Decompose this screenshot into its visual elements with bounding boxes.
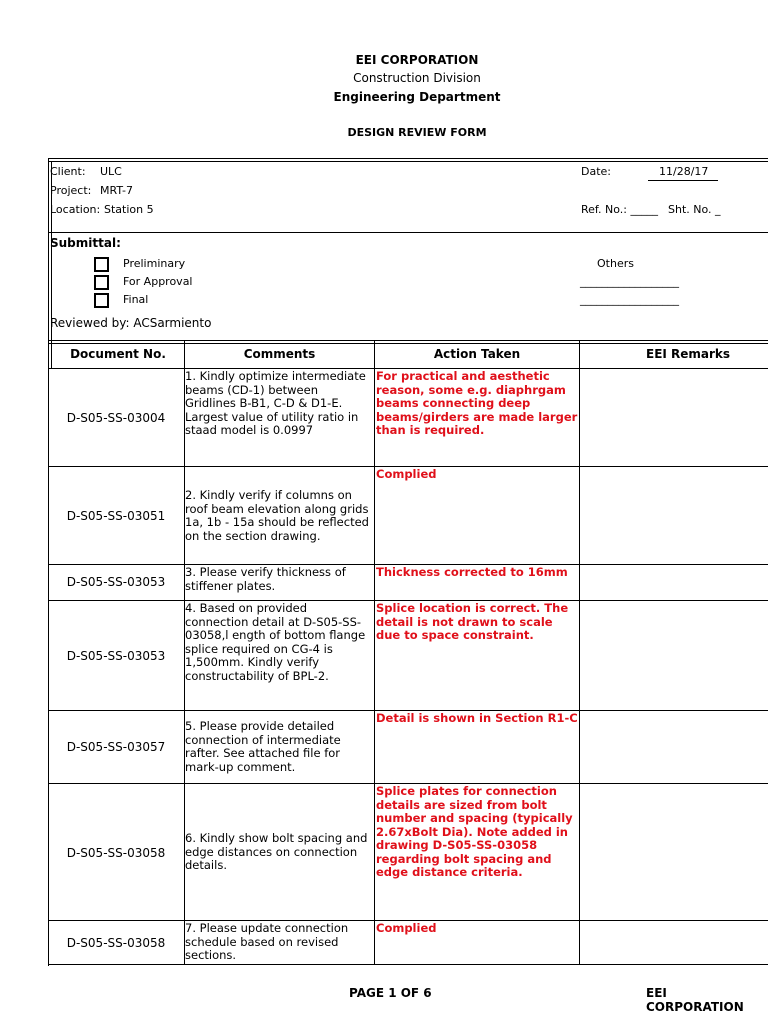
row4-action: Splice location is correct. The detail is not drawn to scale due to space constraint. bbox=[376, 601, 569, 642]
col-header-comments: Comments bbox=[243, 347, 316, 361]
col-divider-2 bbox=[374, 341, 375, 965]
page-number: PAGE 1 OF 6 bbox=[349, 986, 432, 1000]
final-label: Final bbox=[123, 293, 149, 306]
row5-comment: 5. Please provide detailed connection of intermediate rafter. See attached file for mark-up comment. bbox=[185, 719, 341, 774]
form-title: DESIGN REVIEW FORM bbox=[347, 126, 487, 139]
row2-doc: D-S05-SS-03051 bbox=[66, 509, 166, 523]
for-approval-label: For Approval bbox=[123, 275, 193, 288]
submittal-label: Submittal: bbox=[50, 236, 121, 250]
row6-doc: D-S05-SS-03058 bbox=[66, 846, 166, 860]
others-line-1: __________________ bbox=[580, 275, 679, 288]
preliminary-checkbox[interactable] bbox=[94, 257, 109, 272]
footer-company: EEI CORPORATION bbox=[646, 986, 744, 1014]
info-divider bbox=[48, 232, 768, 233]
date-label: Date: bbox=[581, 165, 611, 178]
others-label: Others bbox=[597, 257, 634, 270]
client-label: Client: bbox=[50, 165, 86, 178]
row1-comment: 1. Kindly optimize intermediate beams (CD-1) between Gridlines B-B1, C-D & D1-E. Largest value of utility ratio in staad model is 0.0997 bbox=[185, 369, 366, 437]
top-double-line bbox=[48, 161, 768, 162]
col-header-document: Document No. bbox=[70, 347, 166, 361]
row7-comment: 7. Please update connection schedule based on revised sections. bbox=[185, 921, 349, 962]
division-name: Construction Division bbox=[353, 71, 481, 85]
row2-action: Complied bbox=[376, 467, 437, 481]
row3-doc: D-S05-SS-03053 bbox=[66, 575, 166, 589]
preliminary-label: Preliminary bbox=[123, 257, 186, 270]
row4-doc: D-S05-SS-03053 bbox=[66, 649, 166, 663]
row5-doc: D-S05-SS-03057 bbox=[66, 740, 166, 754]
project-label: Project: bbox=[50, 184, 92, 197]
row3-action: Thickness corrected to 16mm bbox=[376, 565, 568, 579]
row4-comment: 4. Based on provided connection detail at D-S05-SS-03058,l ength of bottom flange splice required on CG-4 is 1,500mm. Kindly verify constructability of BPL-2. bbox=[185, 601, 366, 683]
col-divider-3 bbox=[579, 341, 580, 965]
row6-action: Splice plates for connection details are sized from bolt number and spacing (typically 2.67xBolt Dia). Note added in drawing D-S05-SS-03058 regarding bolt spacing and edge distance criteria. bbox=[376, 784, 573, 879]
row6-comment: 6. Kindly show bolt spacing and edge distances on connection details. bbox=[185, 831, 368, 872]
reviewed-by: Reviewed by: ACSarmiento bbox=[50, 316, 212, 330]
col-header-remarks: EEI Remarks bbox=[646, 347, 731, 361]
row1-action: For practical and aesthetic reason, some e.g. diaphrgam beams connecting deep beams/girders are made larger than is required. bbox=[376, 369, 578, 437]
row7-doc: D-S05-SS-03058 bbox=[66, 936, 166, 950]
date-value: 11/28/17 bbox=[659, 165, 709, 178]
for-approval-checkbox[interactable] bbox=[94, 275, 109, 290]
location-value: Station 5 bbox=[104, 203, 154, 216]
row2-comment: 2. Kindly verify if columns on roof beam elevation along grids 1a, 1b - 15a should be reflected on the section drawing. bbox=[185, 488, 369, 543]
final-checkbox[interactable] bbox=[94, 293, 109, 308]
table-bottom-line bbox=[48, 964, 768, 965]
date-underline bbox=[648, 180, 718, 181]
client-value: ULC bbox=[100, 165, 122, 178]
row5-action: Detail is shown in Section R1-C bbox=[376, 711, 578, 725]
company-name: EEI CORPORATION bbox=[355, 53, 479, 67]
others-line-2: __________________ bbox=[580, 293, 679, 306]
row7-action: Complied bbox=[376, 921, 437, 935]
location-label: Location: bbox=[50, 203, 101, 216]
sheet-no-label: Sht. No. _ bbox=[668, 203, 721, 216]
department-name: Engineering Department bbox=[333, 90, 501, 104]
col-header-action: Action Taken bbox=[433, 347, 521, 361]
project-value: MRT-7 bbox=[100, 184, 134, 197]
row3-comment: 3. Please verify thickness of stiffener plates. bbox=[185, 565, 346, 593]
row1-doc: D-S05-SS-03004 bbox=[66, 411, 166, 425]
ref-no-label: Ref. No.: _____ bbox=[581, 203, 658, 216]
